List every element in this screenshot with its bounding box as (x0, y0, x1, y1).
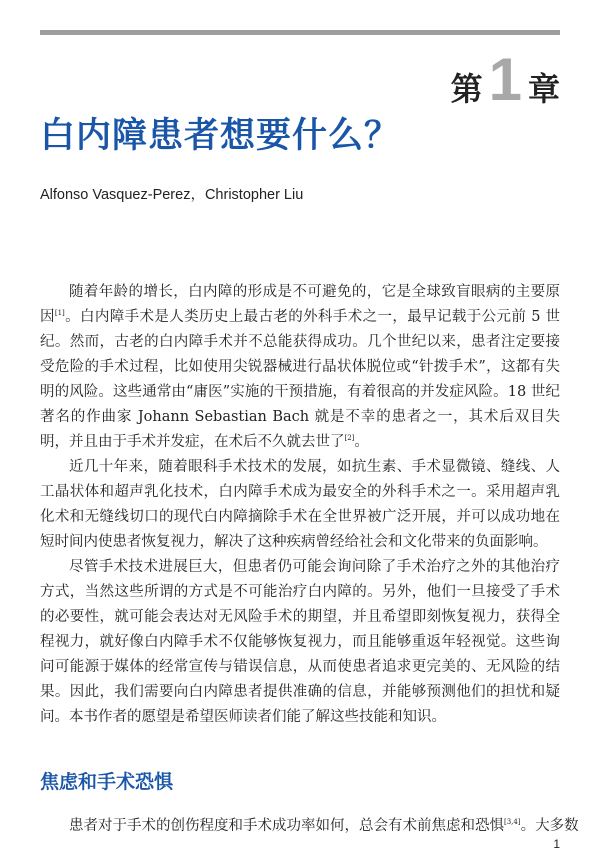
paragraph-1 (40, 280, 560, 455)
paragraph-3: 尽管手术技术进展巨大，但患者仍可能会询问除了手术治疗之外的其他治疗方式，当然这些所谓的方式是不可能治疗白内障的。另外，他们一旦接受了手术的必要性，就可能会表达对无风险手术的期望，并且希望即刻恢复视力，获得全程视力，就好像白内障手术不仅能够恢复视力，而且能够重返年轻视觉。这些询问可能源于媒体的经常宣传与错误信息，从而使患者追求更完美的、无风险的结果。因此，我们需要向白内障患者提供准确的信息，并能够预测他们的担忧和疑问。本书作者的愿望是希望医师读者们能了解这些技能和知识。 (40, 559, 560, 725)
body-text (40, 280, 560, 730)
top-rule (40, 30, 560, 35)
citation-ref: [2] (344, 434, 355, 443)
citation-ref: [1] (54, 309, 65, 318)
chapter-prefix: 第 (450, 70, 483, 108)
paragraph-1-text-c: 。 (354, 434, 369, 450)
chapter-label (450, 46, 560, 113)
paragraph-1-text-a: 随着年龄的增长，白内障的形成是不可避免的，它是全球致盲眼病的主要原因 (40, 284, 560, 325)
chapter-number: 1 (488, 46, 522, 113)
paragraph-1-text-b: 。白内障手术是人类历史上最古老的外科手术之一，最早记载于公元前 5 世纪。然而，古老的白内障手术并不总能获得成功。几个世纪以来，患者注定要接受危险的手术过程，比如使用尖锐器械进行晶状体脱位或“针拨手术”，这都有失明的风险。这些通常由“庸医”实施的干预措施，有着很高的并发症风险。18 世纪著名的作曲家 Johann Sebastian Bach 就是不幸的患者之一，其术后双目失明，并且由于手术并发症，在术后不久就去世了 (40, 309, 560, 450)
paragraph-4-text-b: 。大多数 (520, 818, 579, 834)
authors: Alfonso Vasquez-Perez，Christopher Liu (40, 187, 304, 203)
paragraph-2: 近几十年来，随着眼科手术技术的发展，如抗生素、手术显微镜、缝线、人工晶状体和超声乳化技术，白内障手术成为最安全的外科手术之一。采用超声乳化术和无缝线切口的现代白内障摘除手术在全世界被广泛开展，并可以成功地在短时间内使患者恢复视力，解决了这种疾病曾经给社会和文化带来的负面影响。 (40, 459, 560, 550)
chapter-suffix: 章 (527, 70, 560, 108)
page-number: 1 (553, 837, 560, 851)
chapter-title: 白内障患者想要什么？ (40, 115, 401, 156)
section-heading: 焦虑和手术恐惧 (40, 771, 174, 793)
paragraph-4-text-a: 患者对于手术的创伤程度和手术成功率如何，总会有术前焦虑和恐惧 (69, 818, 504, 834)
citation-ref: [3,4] (504, 818, 521, 827)
paragraph-4 (40, 814, 579, 839)
